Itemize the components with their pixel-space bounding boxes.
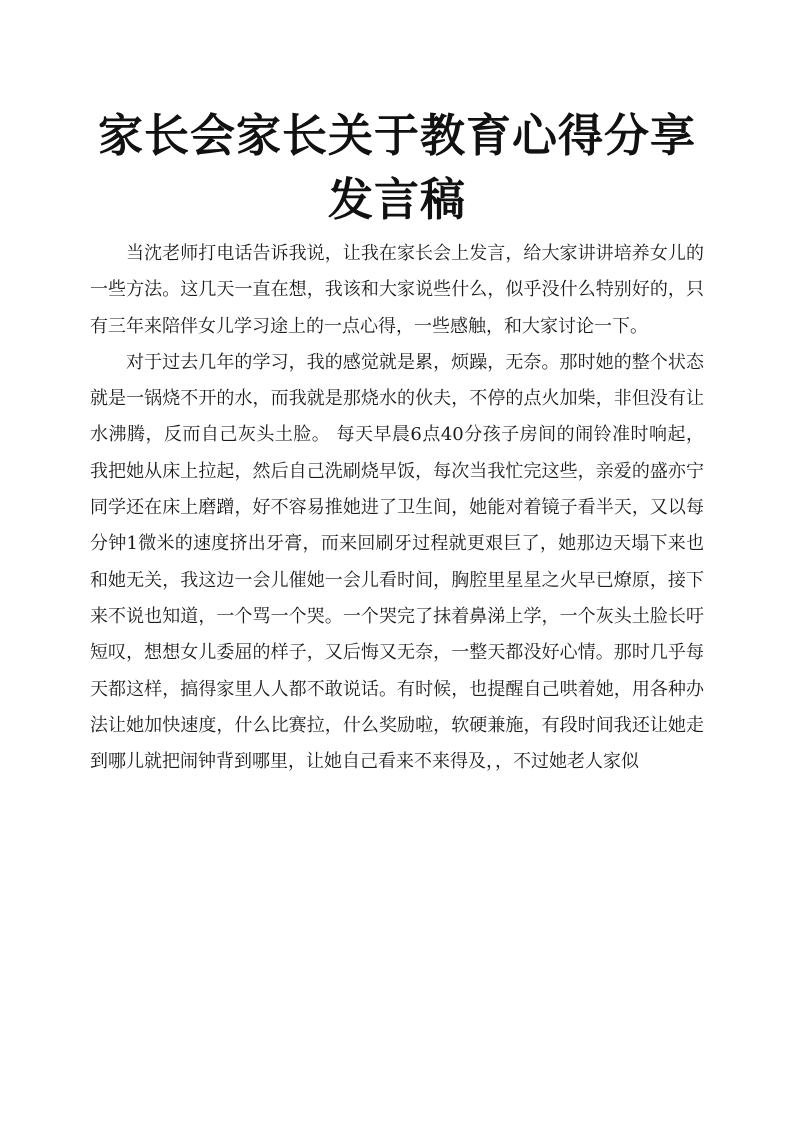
paragraph-2: 对于过去几年的学习，我的感觉就是累，烦躁，无奈。那时她的整个状态就是一锅烧不开的水，而我就是那烧水的伙夫，不停的点火加柴，非但没有让水沸腾，反而自己灰头土脸。 每天早晨6点40分孩子房间的闹铃准时响起，我把她从床上拉起，然后自己洗刷烧早饭，每次当我忙完这些，亲爱的盛亦宁同学还在床上磨蹭，好不容易推她进了卫生间，她能对着镜子看半天，又以每分钟1微米的速度挤出牙膏，而来回刷牙过程就更艰巨了，她那边天塌下来也和她无关，我这边一会儿催她一会儿看时间，胸腔里星星之火早已燎原，接下来不说也知道，一个骂一个哭。一个哭完了抹着鼻涕上学，一个灰头土脸长吁短叹，想想女儿委屈的样子，又后悔又无奈，一整天都没好心情。那时几乎每天都这样，搞得家里人人都不敢说话。有时候，也提醒自己哄着她，用各种办法让她加快速度，什么比赛拉，什么奖励啦，软硬兼施，有段时间我还让她走到哪儿就把闹钟背到哪里，让她自己看来不来得及，，不过她老人家似 — [90, 351, 704, 773]
document-body — [90, 236, 704, 780]
paragraph-1: 当沈老师打电话告诉我说，让我在家长会上发言，给大家讲讲培养女儿的一些方法。这几天一直在想，我该和大家说些什么，似乎没什么特别好的，只有三年来陪伴女儿学习途上的一点心得，一些感触，和大家讨论一下。 — [90, 243, 704, 337]
document-title: 家长会家长关于教育心得分享发言稿 — [97, 109, 696, 226]
